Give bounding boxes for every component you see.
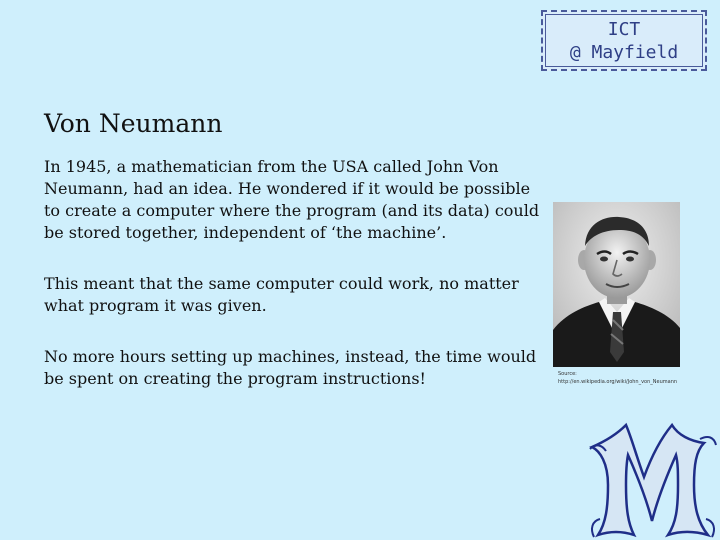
- paragraph-2: This meant that the same computer could work, no matter what program it was given.: [44, 274, 519, 315]
- slide-title: Von Neumann: [44, 109, 223, 138]
- mayfield-m-emblem-icon: [586, 415, 720, 540]
- source-url: http://en.wikipedia.org/wiki/John_von_Neumann: [558, 379, 678, 385]
- photo-source-caption: [558, 370, 688, 386]
- logo-line-ict: ICT: [607, 19, 641, 40]
- paragraph-3: No more hours setting up machines, instead, the time would be spent on creating the program instructions!: [44, 347, 537, 388]
- paragraph-1: In 1945, a mathematician from the USA called John Von Neumann, had an idea. He wondered if it would be possible to create a computer where the program (and its data) could be stored together, independent of ‘the machine’.: [44, 157, 540, 242]
- portrait-illustration: [553, 202, 680, 367]
- ict-mayfield-logo: [541, 10, 707, 71]
- von-neumann-photo: [553, 202, 680, 367]
- logo-line-mayfield: @ Mayfield: [569, 42, 679, 63]
- source-label: Source:: [558, 371, 577, 377]
